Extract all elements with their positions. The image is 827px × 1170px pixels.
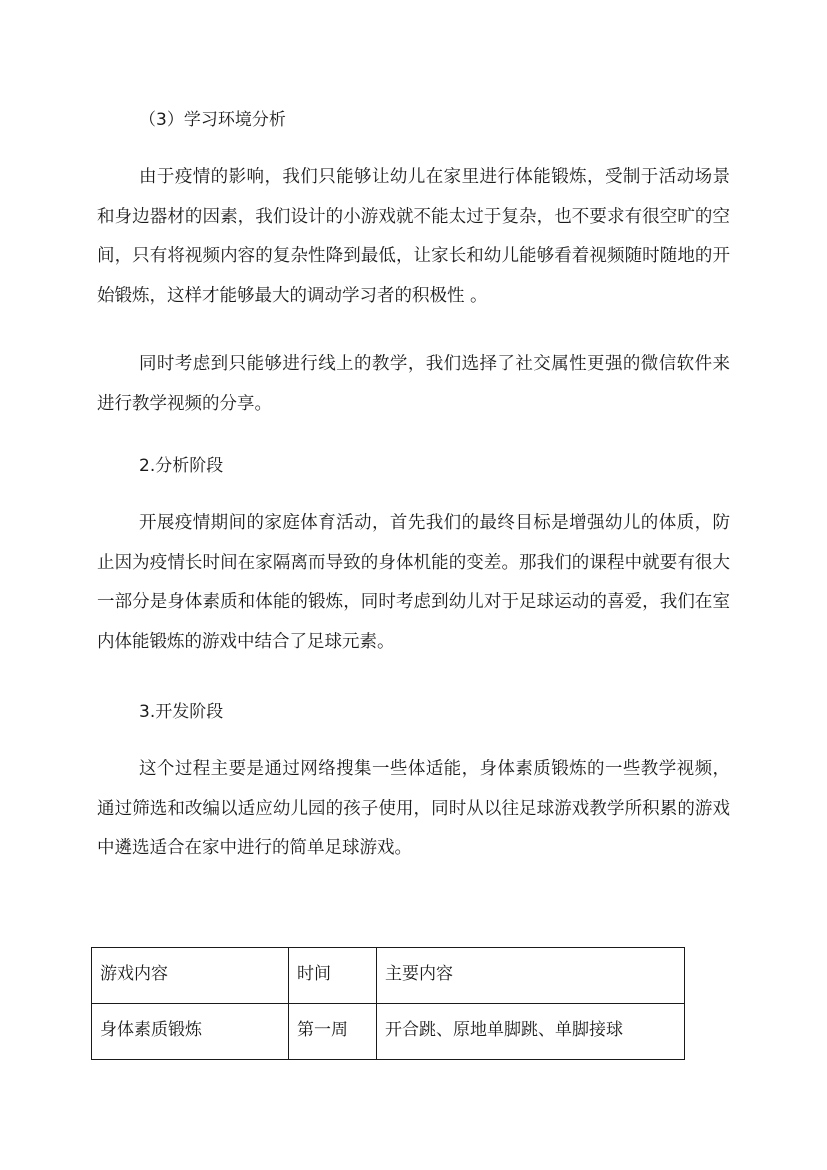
section-heading-analysis-stage: 2.分析阶段 xyxy=(139,456,224,476)
paragraph-development: 这个过程主要是通过网络搜集一些体适能，身体素质锻炼的一些教学视频，通过筛选和改编以适应幼儿园的孩子使用，同时从以往足球游戏教学所积累的游戏中遴选适合在家中进行的简单足球游戏。 xyxy=(97,759,730,858)
section-heading-development-stage: 3.开发阶段 xyxy=(139,702,224,722)
table-row xyxy=(92,1004,685,1060)
table-cell: 第一周 xyxy=(289,1004,377,1060)
table-cell: 身体素质锻炼 xyxy=(92,1004,289,1060)
table-cell: 开合跳、原地单脚跳、单脚接球 xyxy=(377,1004,685,1060)
table-header-cell: 游戏内容 xyxy=(92,948,289,1004)
paragraph-analysis: 开展疫情期间的家庭体育活动，首先我们的最终目标是增强幼儿的体质，防止因为疫情长时间在家隔离而导致的身体机能的变差。那我们的课程中就要有很大一部分是身体素质和体能的锻炼，同时考虑到幼儿对于足球运动的喜爱，我们在室内体能锻炼的游戏中结合了足球元素。 xyxy=(97,513,730,652)
game-schedule-table xyxy=(91,947,685,1060)
table-header-cell: 主要内容 xyxy=(377,948,685,1004)
paragraph-environment-2: 同时考虑到只能够进行线上的教学，我们选择了社交属性更强的微信软件来进行教学视频的分享。 xyxy=(97,354,730,414)
section-heading-learning-environment: （3）学习环境分析 xyxy=(139,110,286,130)
table-header-row xyxy=(92,948,685,1004)
table-header-cell: 时间 xyxy=(289,948,377,1004)
paragraph-environment-1: 由于疫情的影响，我们只能够让幼儿在家里进行体能锻炼，受制于活动场景和身边器材的因素，我们设计的小游戏就不能太过于复杂，也不要求有很空旷的空间，只有将视频内容的复杂性降到最低，让家长和幼儿能够看着视频随时随地的开始锻炼，这样才能够最大的调动学习者的积极性 。 xyxy=(97,167,730,306)
